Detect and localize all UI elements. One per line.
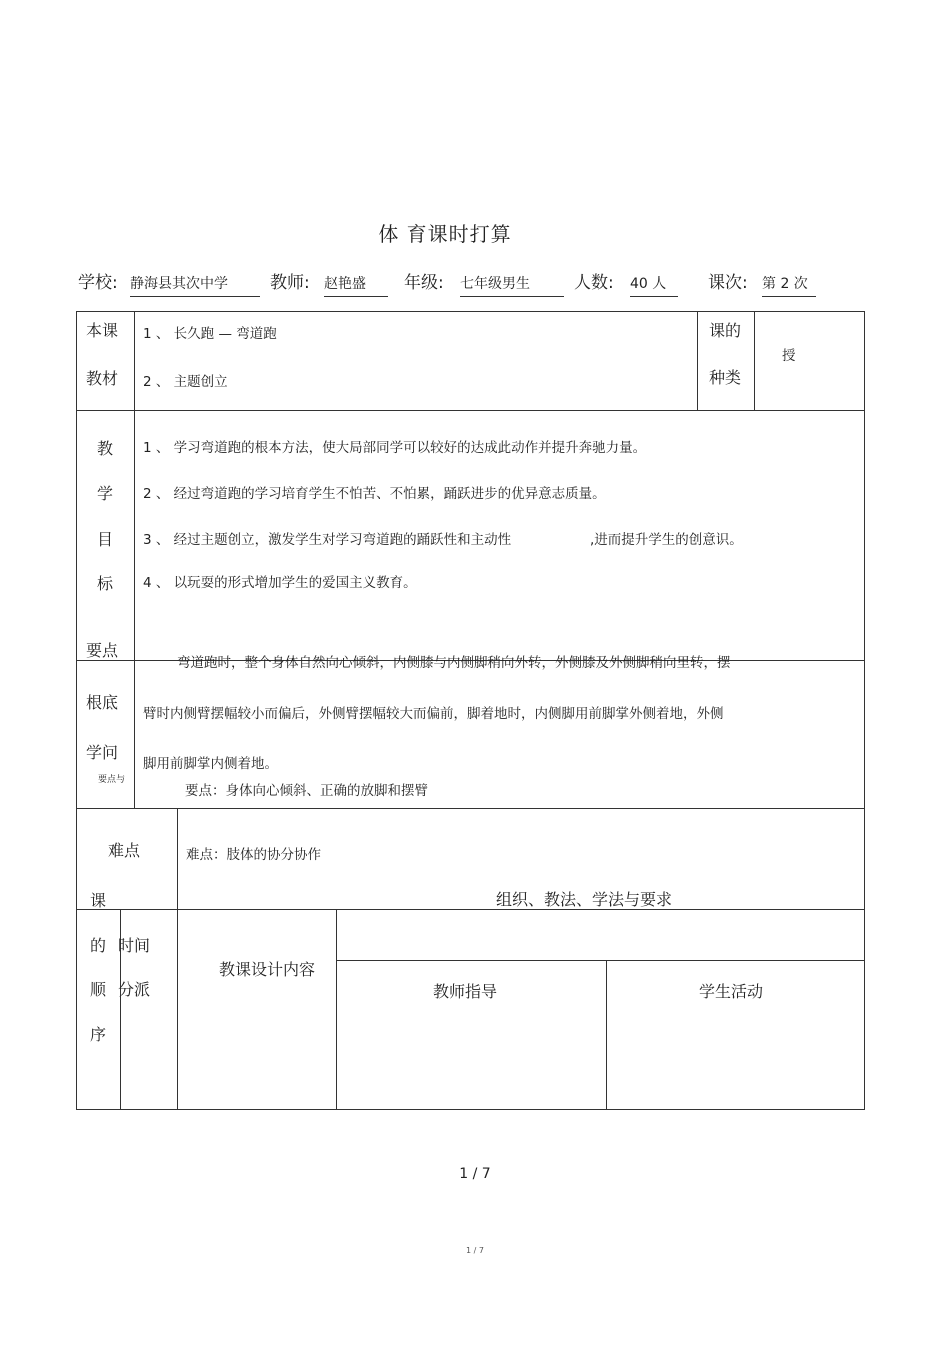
lesson-type-value: 授 [782,348,796,364]
objective-item: 3 、 经过主题创立，激发学生对学习弯道跑的踊跃性和主动性 [143,532,512,548]
school-label: 学校: [78,273,118,293]
knowledge-label-small: 要点与 [98,775,126,785]
grade-value: 七年级男生 [460,273,564,297]
order-label-char: 的 [90,936,107,955]
page-number: 1 / 7 [459,1166,491,1182]
count-label: 人数: [574,273,614,293]
material-item-2: 2 、 主题创立 [143,374,228,390]
order-label-char: 课 [90,891,107,910]
teacher-value: 赵艳盛 [324,273,388,297]
lesson-value: 第 2 次 [762,273,816,297]
teacher-label: 教师: [270,273,310,293]
objective-item: 2 、 经过弯道跑的学习培育学生不怕苦、不怕累，踊跃进步的优异意志质量。 [143,486,606,502]
knowledge-text-1: 弯道跑时，整个身体自然向心倾斜，内侧膝与内侧脚稍向外转，外侧膝及外侧脚稍向里转，摆 [177,655,731,671]
lesson-type-label-2: 种类 [709,368,742,387]
time-allocation-label-2: 分派 [118,980,151,999]
knowledge-label-1: 根底 [86,693,119,712]
objectives-label-char: 目 [97,530,114,549]
organization-header: 组织、教法、学法与要求 [496,890,673,909]
objectives-label-char: 教 [97,439,114,458]
knowledge-label-2: 学问 [86,743,119,762]
material-label-2: 教材 [86,369,119,388]
lesson-type-label-1: 课的 [709,321,742,340]
key-point-text: 要点：身体向心倾斜、正确的放脚和摆臂 [185,783,428,799]
difficulty-label: 难点 [108,841,141,860]
student-activity-header: 学生活动 [699,982,764,1001]
count-value: 40 人 [630,273,678,297]
school-value: 静海县其次中学 [130,273,260,297]
material-label-1: 本课 [86,321,119,340]
teacher-guide-header: 教师指导 [433,982,498,1001]
knowledge-text-2: 臂时内侧臂摆幅较小而偏后，外侧臂摆幅较大而偏前，脚着地时，内侧脚用前脚掌外侧着地，外侧 [143,706,724,722]
knowledge-text-3: 脚用前脚掌内侧着地。 [143,756,278,772]
objective-item-tail: ,进而提升学生的创意识。 [590,532,743,548]
objectives-label-char: 标 [97,574,114,593]
lesson-design-header: 教课设计内容 [219,960,316,979]
lesson-label: 课次: [708,273,748,293]
objective-item: 4 、 以玩耍的形式增加学生的爱国主义教育。 [143,575,417,591]
order-label-char: 序 [90,1025,107,1044]
order-label-char: 顺 [90,980,107,999]
difficulty-text: 难点：肢体的协分协作 [186,847,321,863]
objectives-label-char: 学 [97,484,114,503]
material-item-1: 1 、 长久跑 — 弯道跑 [143,326,277,342]
objective-item: 1 、 学习弯道跑的根本方法，使大局部同学可以较好的达成此动作并提升奔驰力量。 [143,440,647,456]
grade-label: 年级: [404,273,444,293]
key-points-label: 要点 [86,641,119,660]
page-number-small: 1 / 7 [466,1246,484,1255]
time-allocation-label-1: 时间 [118,936,151,955]
document-title: 体 育课时打算 [378,222,512,246]
